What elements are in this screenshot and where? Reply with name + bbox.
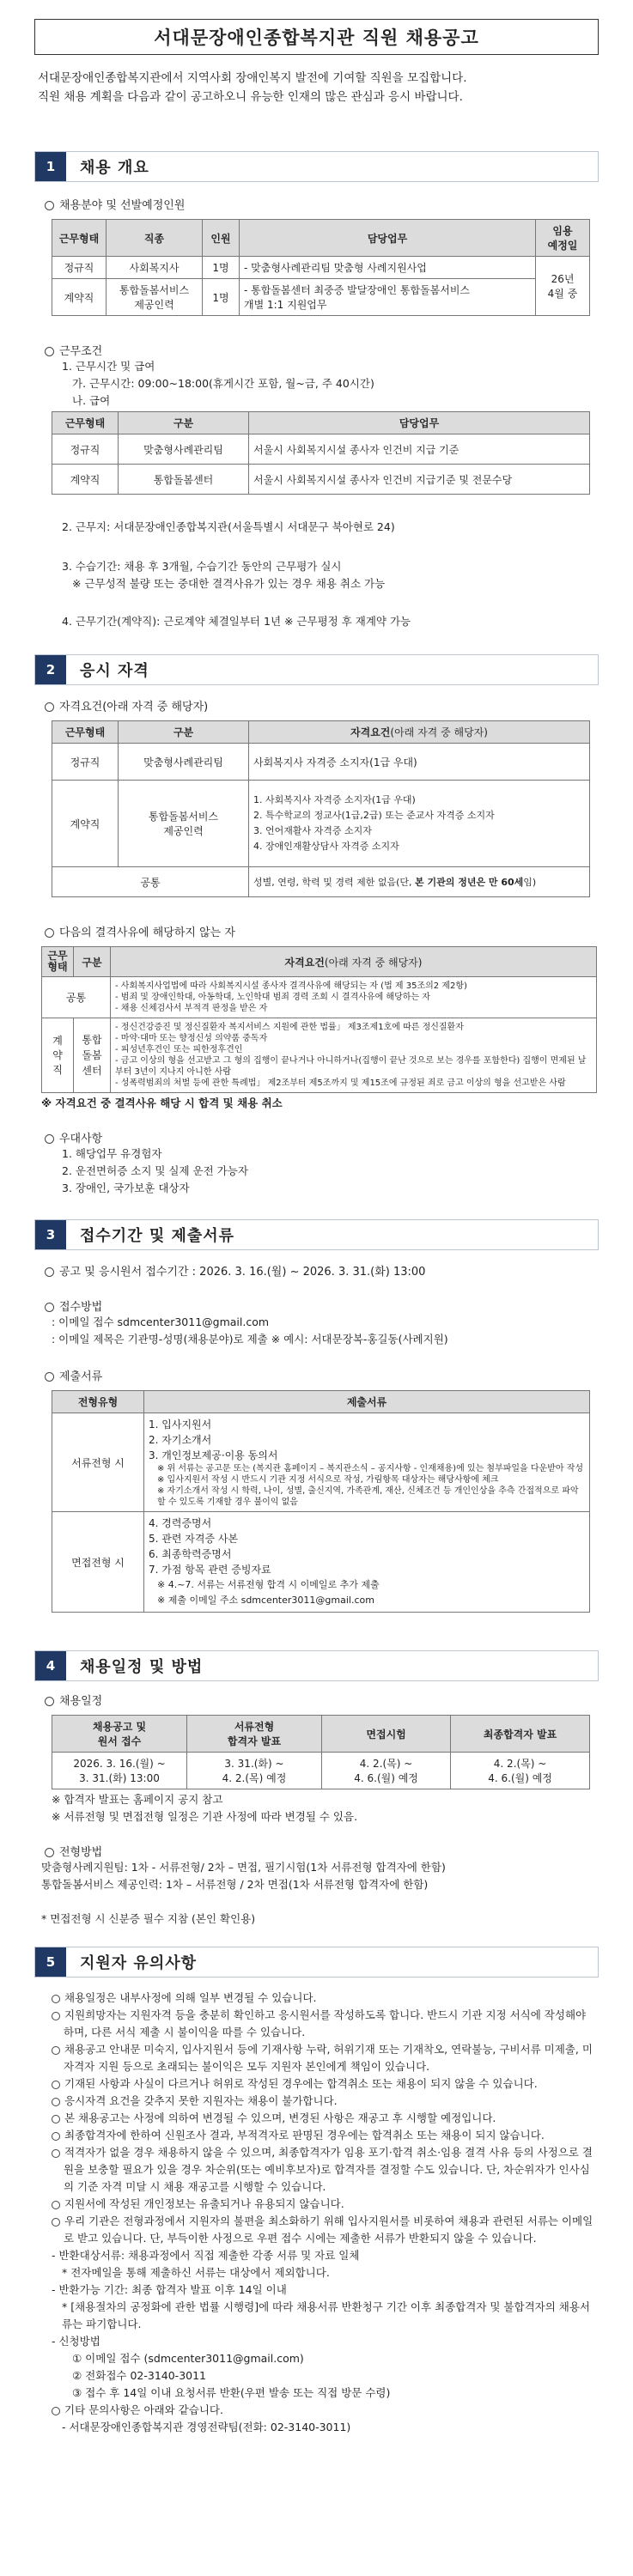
table-header: 구분 [74,947,111,977]
table-cell: 서울시 사회복지시설 종사자 인건비 지급 기준 [249,434,590,465]
text-line: - 신청방법 [52,2335,100,2348]
circle-bullet-icon [45,702,54,712]
table-cell: 4. 2.(목) ~ 4. 6.(월) 예정 [451,1753,590,1789]
table-header-row [52,220,590,257]
text-line: ③ 접수 후 14일 이내 요청서류 반환(우편 발송 또는 직접 방문 수령) [72,2386,391,2399]
list-item: 1. 입사지원서 [149,1419,212,1431]
note-text: ※ 자격요건 중 결격사유 해당 시 합격 및 채용 취소 [41,1097,283,1109]
list-item: - 성폭력범죄의 처벌 등에 관한 특례법」 제2조부터 제5조까지 및 제15조에 규정된 죄로 금고 이상의 형을 선고받은 사람 [115,1078,566,1088]
table-header: 근무형태 [52,412,119,434]
intro-line: 직원 채용 계획을 다음과 같이 공고하오니 유능한 인재의 많은 관심과 응시 바랍니다. [38,90,463,104]
circle-bullet-icon [52,2081,60,2089]
table-header-row [52,412,590,434]
list-item: ※ 입사지원서 작성 시 반드시 기관 지정 서식으로 작성, 가림항목 대상자는 해당사항에 체크 [157,1475,499,1485]
table-cell: 통합 돌봄 센터 [74,1018,111,1093]
table-cell: 3. 31.(화) ~ 4. 2.(목) 예정 [187,1753,322,1789]
list-item: 본 채용공고는 사정에 의하여 변경될 수 있으며, 변경된 사항은 재공고 후 시행할 예정입니다. [52,2110,595,2127]
intro-line: 서대문장애인종합복지관에서 지역사회 장애인복지 발전에 기여할 직원을 모집합니다. [38,71,467,85]
list-item: 응시자격 요건을 갖추지 못한 지원자는 채용이 불가합니다. [52,2093,595,2110]
text-line: 나. 급여 [72,394,111,407]
table-cell: 4. 2.(목) ~ 4. 6.(월) 예정 [322,1753,451,1789]
table-cell: 1명 [203,279,240,316]
table-header: 담당업무 [249,412,590,434]
circle-bullet-icon [52,2098,60,2106]
list-item: ※ 자기소개서 작성 시 학력, 나이, 성별, 출신지역, 가족관계, 재산, 신체조건 등 개인인상을 추측 간접적으로 파악할 수 있도록 기재할 경우 불이익 없음 [157,1486,579,1507]
table-row [42,1018,597,1093]
circle-bullet-icon [52,2407,60,2415]
table-row [52,1512,590,1613]
list-item: ※ 4.~7. 서류는 서류전형 합격 시 이메일로 추가 제출 [157,1579,380,1590]
list-item: 6. 최종학력증명서 [149,1548,232,1560]
table-cell: 통합돌봄서비스 제공인력 [119,781,249,867]
table-row [52,1413,590,1512]
list-item: 3. 개인정보제공·이용 동의서 [149,1449,278,1461]
text-line: * 면접전형 시 신분증 필수 지참 (본인 확인용) [41,1912,256,1925]
circle-bullet-icon [52,2149,60,2158]
table-row [52,867,590,897]
table-row [52,1753,590,1789]
subheading: 전형방법 [45,1843,588,1859]
table-header: 면접시험 [322,1716,451,1753]
table-cell: 사회복지사 [107,257,203,279]
section-number: 4 [35,1651,66,1680]
section-number: 2 [35,655,66,684]
table-header: 근무 형태 [42,947,74,977]
text-line: ① 이메일 접수 (sdmcenter3011@gmail.com) [72,2352,304,2365]
text-line: 가. 근무시간: 09:00~18:00(휴게시간 포함, 월~금, 주 40시간) [72,377,374,390]
list-item: 5. 관련 자격증 사본 [149,1533,239,1545]
list-item: 최종합격자에 한하여 신원조사 결과, 부적격자로 판명된 경우에는 합격취소 또는 채용이 되지 않습니다. [52,2127,595,2144]
table-row [42,977,597,1018]
table-cell: - 맞춤형사례관리팀 맞춤형 사례지원사업 [240,257,536,279]
list-item: - 피성년후견인 또는 피한정후견인 [115,1045,243,1054]
text-line: 1. 근무시간 및 급여 [62,360,155,373]
circle-bullet-icon [45,928,54,938]
table-header: 전형유형 [52,1391,144,1413]
list-item: - 사회복지사업법에 따라 사회복지시설 종사자 결격사유에 해당되는 자 (법 제 35조의2 제2항) [115,981,467,991]
table-header-row [52,1716,590,1753]
table-row [52,434,590,465]
positions-table [52,219,590,316]
table-cell [144,1413,590,1512]
list-item: 4. 경력증명서 [149,1517,212,1529]
table-cell: 통합돌봄센터 [119,465,249,495]
subheading: 채용일정 [45,1692,588,1708]
section-title: 채용일정 및 방법 [80,1658,204,1676]
text-line: 3. 장애인, 국가보훈 대상자 [62,1182,190,1194]
note-text: ※ 합격자 발표는 홈페이지 공지 참고 [52,1793,223,1806]
subheading: 공고 및 응시원서 접수기간 : 2026. 3. 16.(월) ~ 2026. 3. 31.(화) 13:00 [45,1262,588,1279]
table-row [52,744,590,781]
section-title: 채용 개요 [80,159,149,177]
section-header-2 [34,654,599,685]
list-item: 기타 문의사항은 아래와 같습니다. [52,2402,595,2419]
section-title: 접수기간 및 제출서류 [80,1227,235,1245]
list-item: 우리 기관은 전형과정에서 지원자의 불편을 최소화하기 위해 입사지원서를 비롯하여 채용과 관련된 서류는 이메일로 받고 있습니다. 단, 부득이한 사정으로 우편 접수 시에는 제출한 서류가 반환되지 않을 수 있습니다. [52,2213,595,2247]
qualification-table [52,720,590,897]
table-cell: 맞춤형사례관리팀 [119,434,249,465]
subheading: 제출서류 [45,1367,588,1383]
notice-list [0,1990,633,2247]
table-cell: 계약직 [52,279,107,316]
list-item: - 범죄 및 장애인학대, 아동학대, 노인학대 범죄 경력 조회 시 결격사유에 해당하는 자 [115,993,430,1002]
table-header: 채용공고 및 원서 접수 [52,1716,187,1753]
text-line: - 반환대상서류: 채용과정에서 직접 제출한 각종 서류 및 자료 일체 [52,2249,360,2262]
table-header: 자격요건(아래 자격 중 해당자) [249,721,590,744]
table-row [52,465,590,495]
table-row [52,781,590,867]
section-header-4 [34,1650,599,1681]
page-title: 서대문장애인종합복지관 직원 채용공고 [154,27,479,48]
list-item: 기재된 사항과 사실이 다르거나 허위로 작성된 경우에는 합격취소 또는 채용이 되지 않을 수 있습니다. [52,2075,595,2093]
table-cell: 통합돌봄서비스 제공인력 [107,279,203,316]
circle-bullet-icon [45,1372,54,1382]
table-header: 근무형태 [52,721,119,744]
table-cell: 계 약 직 [42,1018,74,1093]
list-item: - 채용 신체검사서 부적격 판정을 받은 자 [115,1004,268,1013]
title-box [34,19,599,55]
list-item: 7. 가점 항목 관련 증빙자료 [149,1564,271,1576]
section-number: 1 [35,152,66,181]
list-item: - 금고 이상의 형을 선고받고 그 형의 집행이 끝나거나 아니하거나(집행이 끝난 것으로 보는 경우를 포함한다) 집행이 면제된 날부터 3년이 지나지 아니한 사람 [115,1056,587,1077]
section-header-3 [34,1219,599,1250]
text-line: * [채용절차의 공정화에 관한 법률 시행령]에 따라 채용서류 반환청구 기간 이후 최종합격자 및 불합격자의 채용서류는 파기합니다. [62,2300,591,2330]
section-header-1 [34,151,599,182]
table-cell: 성별, 연령, 학력 및 경력 제한 없음(단, 본 기관의 정년은 만 60세임) [249,867,590,897]
circle-bullet-icon [45,1134,54,1144]
circle-bullet-icon [52,1995,60,2003]
subheading: 접수방법 [45,1297,588,1314]
circle-bullet-icon [45,1848,54,1857]
list-item: 2. 자기소개서 [149,1434,212,1446]
text-line: * 전자메일을 통해 제출하신 서류는 대상에서 제외합니다. [62,2266,330,2279]
table-cell: 2026. 3. 16.(월) ~ 3. 31.(화) 13:00 [52,1753,187,1789]
text-line: 맞춤형사례지원팀: 1차 - 서류전형/ 2차 – 면접, 필기시험(1차 서류전형 합격자에 한함) [41,1861,446,1874]
list-item: 지원서에 작성된 개인정보는 유출되거나 유용되지 않습니다. [52,2196,595,2213]
table-header: 근무형태 [52,220,107,257]
table-header-row [52,1391,590,1413]
text-line: 2. 근무지: 서대문장애인종합복지관(서울특별시 서대문구 북아현로 24) [62,520,395,533]
table-cell: 정규직 [52,257,107,279]
circle-bullet-icon [52,2201,60,2209]
circle-bullet-icon [52,2012,60,2020]
circle-bullet-icon [45,1267,54,1277]
note-text: ※ 서류전형 및 면접전형 일정은 기관 사정에 따라 변경될 수 있음. [52,1810,358,1823]
documents-table [52,1390,590,1613]
table-header: 자격요건(아래 자격 중 해당자) [111,947,597,977]
text-line: : 이메일 제목은 기관명-성명(채용분야)로 제출 ※ 예시: 서대문장복-홍길동(사례지원) [52,1333,448,1346]
circle-bullet-icon [45,1697,54,1706]
circle-bullet-icon [52,2132,60,2141]
section-title: 지원자 유의사항 [80,1954,197,1972]
list-item: ※ 제출 이메일 주소 sdmcenter3011@gmail.com [157,1595,374,1606]
subheading: 우대사항 [45,1129,588,1145]
text-line: 통합돌봄서비스 제공인력: 1차 – 서류전형 / 2차 면접(1차 서류전형 합격자에 한함) [41,1878,429,1891]
table-cell: 26년 4월 중 [536,257,590,316]
circle-bullet-icon [52,2046,60,2055]
table-header: 최종합격자 발표 [451,1716,590,1753]
table-cell [111,1018,597,1093]
text-line: ※ 근무성적 불량 또는 중대한 결격사유가 있는 경우 채용 취소 가능 [72,577,386,590]
table-header-row [42,947,597,977]
list-item: 채용일정은 내부사정에 의해 일부 변경될 수 있습니다. [52,1990,595,2007]
subheading: 다음의 결격사유에 해당하지 않는 자 [45,923,588,939]
table-cell: 정규직 [52,434,119,465]
text-line: 3. 수습기간: 채용 후 3개월, 수습기간 동안의 근무평가 실시 [62,560,342,573]
table-header: 임용 예정일 [536,220,590,257]
table-cell: - 통합돌봄센터 최중증 발달장애인 통합돌봄서비스 개별 1:1 지원업무 [240,279,536,316]
table-cell: 정규직 [52,744,119,781]
table-cell: 1. 사회복지사 자격증 소지자(1급 우대) 2. 특수학교의 정교사(1급,2급) 또는 준교사 자격증 소지자 3. 언어재활사 자격증 소지자 4. 장애인재활상담사 자격증 소지자 [249,781,590,867]
circle-bullet-icon [45,201,54,210]
notice-list [0,2402,633,2419]
table-header-row [52,721,590,744]
table-cell: 맞춤형사례관리팀 [119,744,249,781]
table-header: 구분 [119,412,249,434]
table-row [52,257,590,279]
table-cell: 계약직 [52,781,119,867]
section-number: 3 [35,1220,66,1249]
text-line: 4. 근무기간(계약직): 근로계약 체결일부터 1년 ※ 근무평정 후 재계약 가능 [62,615,411,628]
salary-table [52,411,590,495]
table-header: 서류전형 합격자 발표 [187,1716,322,1753]
list-item: ※ 위 서류는 공고문 또는 (복지관 홈페이지 – 복지관소식 – 공지사항 - 인재채용)에 있는 첨부파일을 다운받아 작성 [157,1464,584,1473]
text-line: - 서대문장애인종합복지관 경영전략팀(전화: 02-3140-3011) [62,2421,351,2433]
table-cell [144,1512,590,1613]
list-item: 적격자가 없을 경우 채용하지 않을 수 있으며, 최종합격자가 임용 포기·합격 취소·임용 결격 사유 등의 사정으로 결원을 보충할 필요가 있을 경우 차순위(또는 예비후보자)로 합격자를 결정할 수도 있습니다. 단, 차순위자가 인사심의 기준 자격 미달 시 채용 재공고를 시행할 수 있습니다. [52,2144,595,2196]
disqualification-table [41,946,597,1093]
circle-bullet-icon [45,1303,54,1312]
table-cell: 공통 [42,977,111,1018]
subheading: 채용분야 및 선발예정인원 [45,196,588,212]
list-item: 지원희망자는 지원자격 등을 충분히 확인하고 응시원서를 작성하도록 합니다. 반드시 기관 지정 서식에 작성해야 하며, 다른 서식 제출 시 불이익을 따를 수 있습니다. [52,2007,595,2041]
table-header: 제출서류 [144,1391,590,1413]
circle-bullet-icon [52,2115,60,2123]
circle-bullet-icon [52,2218,60,2227]
table-header: 인원 [203,220,240,257]
table-cell: 사회복지사 자격증 소지자(1급 우대) [249,744,590,781]
list-item: 채용공고 안내문 미숙지, 입사지원서 등에 기재사항 누락, 허위기재 또는 기재착오, 연락불능, 구비서류 미제출, 미자격자 지원 등으로 초래되는 불이익은 모두 지원자 본인에게 책임이 있습니다. [52,2041,595,2075]
intro [38,69,595,106]
table-header: 구분 [119,721,249,744]
schedule-table [52,1715,590,1789]
subheading: 근무조건 [45,342,588,358]
list-item: - 마약·대마 또는 향정신성 의약품 중독자 [115,1034,268,1043]
text-line: - 반환가능 기간: 최종 합격자 발표 이후 14일 이내 [52,2283,287,2296]
table-cell: 계약직 [52,465,119,495]
text-line: ② 전화접수 02-3140-3011 [72,2369,207,2382]
circle-bullet-icon [45,347,54,356]
text-line: 2. 운전면허증 소지 및 실제 운전 가능자 [62,1164,248,1177]
section-number: 5 [35,1947,66,1977]
table-cell: 공통 [52,867,249,897]
table-cell: 면접전형 시 [52,1512,144,1613]
section-title: 응시 자격 [80,662,149,680]
table-cell: 서울시 사회복지시설 종사자 인건비 지급기준 및 전문수당 [249,465,590,495]
table-cell: 서류전형 시 [52,1413,144,1512]
list-item: - 정신건강증진 및 정신질환자 복지서비스 지원에 관한 법률」 제3조제1호에 따른 정신질환자 [115,1023,464,1032]
table-header: 담당업무 [240,220,536,257]
table-header: 직종 [107,220,203,257]
table-cell [111,977,597,1018]
text-line: 1. 해당업무 유경험자 [62,1147,162,1160]
subheading: 자격요건(아래 자격 중 해당자) [45,697,588,714]
text-line: : 이메일 접수 sdmcenter3011@gmail.com [52,1315,270,1328]
table-cell: 1명 [203,257,240,279]
table-row [52,279,590,316]
section-header-5 [34,1947,599,1978]
